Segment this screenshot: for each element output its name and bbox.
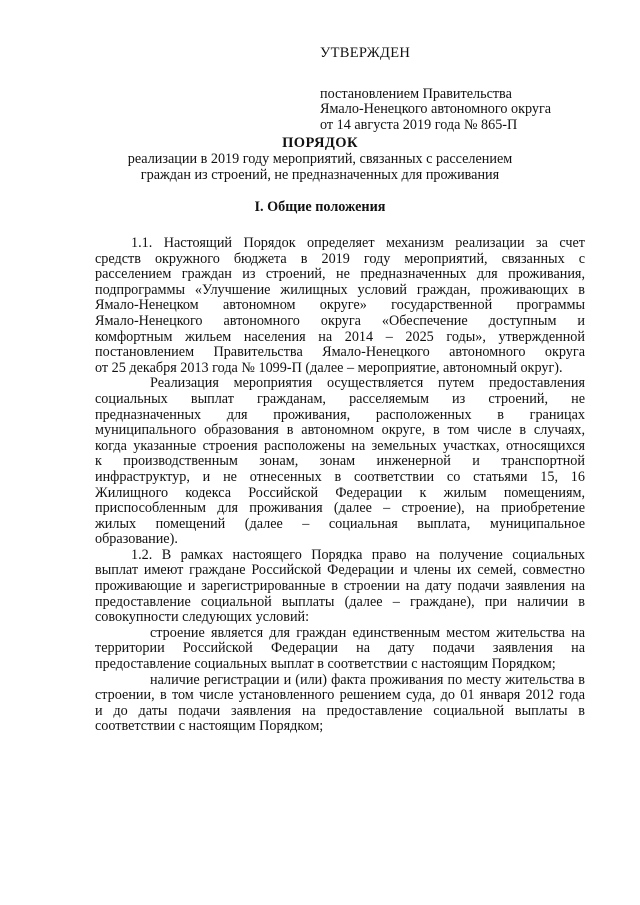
- paragraph-line: постановлением Правительства Ямало-Ненецкого автономного округа: [95, 344, 585, 361]
- paragraph-line: территории Российской Федерации на дату подачи заявления на: [95, 640, 585, 657]
- paragraph: [95, 548, 585, 626]
- paragraph-line: к производственным зонам, зонам инженерной и транспортной: [95, 453, 585, 470]
- paragraph-line: Ямало-Ненецкого автономного округа «Обеспечение доступным и: [95, 312, 585, 329]
- paragraph-line: 1.1. Настоящий Порядок определяет механизм реализации за счет: [131, 235, 585, 251]
- paragraph-line: совокупности следующих условий:: [95, 609, 310, 626]
- paragraph: [95, 376, 585, 548]
- document-title: ПОРЯДОК: [282, 135, 358, 151]
- paragraph: [95, 236, 585, 376]
- approval-line: Ямало-Ненецкого автономного округа: [320, 101, 552, 118]
- paragraph-line: муниципального образования в автономном округе, в том числе в случаях,: [95, 422, 585, 439]
- approval-line: от 14 августа 2019 года № 865-П: [320, 116, 518, 133]
- approval-line: постановлением Правительства: [320, 85, 512, 102]
- paragraph-line: Реализация мероприятия осуществляется путем предоставления: [150, 375, 585, 392]
- paragraph-line: проживающие и зарегистрированные в строении на дату подачи заявления на: [95, 578, 585, 595]
- paragraph-line: жилых помещений (далее – социальная выплата, муниципальное: [95, 515, 585, 532]
- paragraph-line: Жилищного кодекса Российской Федерации к жилым помещениям,: [95, 484, 585, 501]
- paragraph: [95, 673, 585, 735]
- paragraph-line: выплат имеют граждане Российской Федерации и члены их семей, совместно: [95, 562, 585, 579]
- paragraph-line: расселением граждан из строений, не предназначенных для проживания,: [95, 266, 585, 283]
- section-heading: I. Общие положения: [254, 199, 386, 215]
- paragraph-line: инфраструктур, и не отнесенных в соответствии со статьями 15, 16: [95, 468, 585, 485]
- paragraph-line: предназначенных для проживания, расположенных в границах: [95, 406, 585, 423]
- paragraph-line: строение является для граждан единственным местом жительства на: [150, 624, 585, 641]
- paragraph-line: и до даты подачи заявления на предоставление социальной выплаты в: [95, 702, 585, 719]
- subtitle-line: граждан из строений, не предназначенных для проживания: [140, 166, 500, 183]
- paragraph-line: строении, в том числе установленного решением суда, до 01 января 2012 года: [95, 687, 585, 704]
- paragraph-line: средств окружного бюджета в 2019 году мероприятий, связанных с: [95, 250, 585, 267]
- paragraph-line: от 25 декабря 2013 года № 1099-П (далее – мероприятие, автономный округ).: [95, 359, 563, 376]
- subtitle-line: реализации в 2019 году мероприятий, связанных с расселением: [127, 151, 513, 167]
- paragraph-line: социальных выплат гражданам, расселяемым из строений, не: [95, 390, 585, 407]
- paragraph-line: предоставление социальных выплат в соответствии с настоящим Порядком;: [95, 656, 556, 673]
- paragraph-line: комфортным жильем населения на 2014 – 2025 годы», утвержденной: [95, 328, 585, 345]
- approval-heading: УТВЕРЖДЕН: [320, 45, 411, 61]
- paragraph-line: соответствии с настоящим Порядком;: [95, 718, 324, 735]
- paragraph-line: Ямало-Ненецком автономном округе» государственной программы: [95, 297, 585, 314]
- document-body: [95, 236, 585, 735]
- paragraph-line: образование).: [95, 531, 178, 548]
- document-subtitle: [90, 152, 550, 183]
- paragraph: [95, 626, 585, 673]
- paragraph-line: 1.2. В рамках настоящего Порядка право на получение социальных: [131, 546, 585, 563]
- paragraph-line: подпрограммы «Улучшение жилищных условий граждан, проживающих в: [95, 281, 585, 298]
- paragraph-line: предоставление социальной выплаты (далее – граждане), при наличии в: [95, 593, 585, 610]
- approval-block: [320, 46, 620, 133]
- paragraph-line: наличие регистрации и (или) факта проживания по месту жительства в: [150, 671, 585, 688]
- paragraph-line: приспособленным для проживания (далее – строение), на приобретение: [95, 500, 585, 517]
- paragraph-line: когда указанные строения расположены на земельных участках, относящихся: [95, 437, 585, 454]
